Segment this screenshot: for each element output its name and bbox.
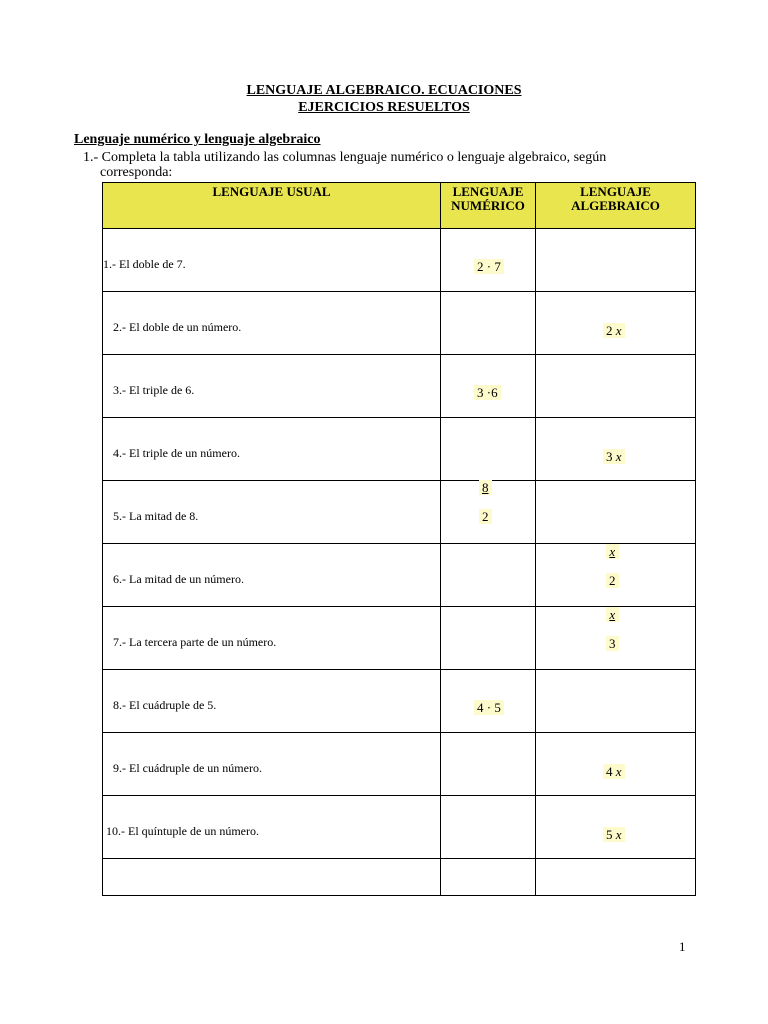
row-usual: 3.- El triple de 6. [113,383,195,397]
row-usual: 2.- El doble de un número. [113,320,242,334]
row-usual: 9.- El cuádruple de un número. [113,761,262,775]
table-row [103,670,696,733]
exercise-table [102,182,696,896]
fraction-numerator: x [606,607,619,622]
instruction-line-2: corresponda: [100,165,173,180]
table-header-row [103,183,696,229]
table-row [103,355,696,418]
header-usual: LENGUAJE USUAL [103,183,441,229]
row-usual: 4.- El triple de un número. [113,446,240,460]
fraction-algebraico [606,544,619,602]
fraction-numerico [479,480,492,538]
row-numerico: 4 · 5 [474,700,504,715]
row-usual: 6.- La mitad de un número. [113,572,244,586]
page-number: 1 [679,939,686,954]
header-numerico: LENGUAJE NUMÉRICO [441,183,536,229]
document-subtitle: EJERCICIOS RESUELTOS [298,100,470,115]
table-row [103,607,696,670]
table-row [103,292,696,355]
row-numerico: 2 · 7 [474,259,504,274]
instruction [83,150,683,180]
row-usual: 1.- El doble de 7. [103,257,186,271]
header-algebraico: LENGUAJE ALGEBRAICO [536,183,696,229]
row-usual: 5.- La mitad de 8. [113,509,199,523]
fraction-numerator: 8 [479,480,492,495]
row-algebraico: 2 x [603,323,625,338]
table-row [103,796,696,859]
fraction-denominator: 2 [606,573,619,588]
row-algebraico: 5 x [603,827,625,842]
table-row [103,481,696,544]
table-row [103,229,696,292]
fraction-numerator: x [606,544,619,559]
row-usual: 8.- El cuádruple de 5. [113,698,217,712]
document-title: LENGUAJE ALGEBRAICO. ECUACIONES [246,83,522,98]
row-numerico: 3 ·6 [474,385,501,400]
fraction-denominator: 3 [606,636,619,651]
table-row-empty [103,859,696,896]
row-algebraico: 3 x [603,449,625,464]
table-row [103,733,696,796]
row-usual: 10.- El quíntuple de un número. [106,824,259,838]
table-row [103,418,696,481]
row-usual: 7.- La tercera parte de un número. [113,635,277,649]
section-title: Lenguaje numérico y lenguaje algebraico [74,132,321,147]
fraction-denominator: 2 [479,509,492,524]
table-row [103,544,696,607]
instruction-line-1: 1.- Completa la tabla utilizando las columnas lenguaje numérico o lenguaje algebraico, según [83,150,607,165]
fraction-algebraico [606,607,619,665]
row-algebraico: 4 x [603,764,625,779]
